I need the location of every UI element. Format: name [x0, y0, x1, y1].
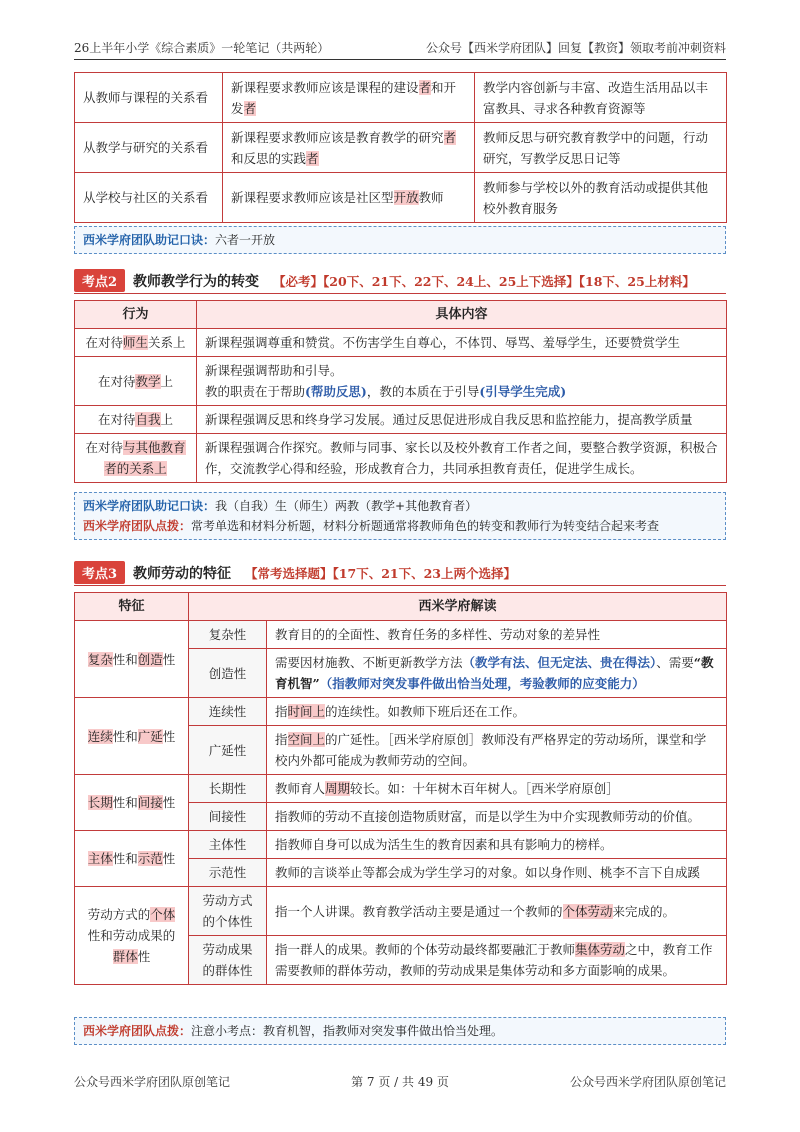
explain-cell: 指一个人讲课。教育教学活动主要是通过一个教师的个体劳动来完成的。 — [267, 887, 727, 936]
table-header-row — [75, 593, 727, 621]
column-header: 西米学府解读 — [189, 593, 727, 621]
mnemonic-note-1: 西米学府团队助记口诀：六者一开放 — [74, 226, 726, 254]
header-right: 公众号【西米学府团队】回复【教资】领取考前冲刺资料 — [425, 41, 726, 55]
footer-right: 公众号西米学府团队原创笔记 — [569, 1075, 726, 1089]
footer-left: 公众号西米学府团队原创笔记 — [74, 1075, 231, 1089]
section-2-heading — [74, 268, 726, 294]
feature-cell: 主体性和示范性 — [75, 831, 189, 887]
subfeature-cell: 主体性 — [189, 831, 267, 859]
table-header-row — [75, 301, 727, 329]
teacher-role-table — [74, 72, 727, 223]
section-badge: 考点3 — [74, 561, 125, 584]
feature-cell: 复杂性和创造性 — [75, 621, 189, 698]
requirement-cell: 新课程要求教师应该是课程的建设者和开发者 — [223, 73, 475, 123]
subfeature-cell: 劳动方式的个体性 — [189, 887, 267, 936]
section-tags: 【必考】【20下、21下、22下、24上、25上下选择】【18下、25上材料】 — [273, 273, 695, 289]
detail-cell: 教师反思与研究教育教学中的问题，行动研究，写教学反思日记等 — [475, 123, 727, 173]
column-header: 具体内容 — [197, 301, 727, 329]
subfeature-cell: 劳动成果的群体性 — [189, 936, 267, 985]
table-row — [75, 329, 727, 357]
content-cell: 新课程强调尊重和赞赏。不伤害学生自尊心，不体罚、辱骂、羞辱学生，还要赞赏学生 — [197, 329, 727, 357]
subfeature-cell: 创造性 — [189, 649, 267, 698]
subfeature-cell: 长期性 — [189, 775, 267, 803]
section-3-heading — [74, 560, 726, 586]
column-header: 行为 — [75, 301, 197, 329]
page-header — [74, 38, 726, 60]
explain-cell: 指空间上的广延性。［西米学府原创］教师没有严格界定的劳动场所，课堂和学校内外都可能成为教师劳动的空间。 — [267, 726, 727, 775]
column-header: 特征 — [75, 593, 189, 621]
feature-cell: 长期性和间接性 — [75, 775, 189, 831]
section-tags: 【常考选择题】【17下、21下、23上两个选择】 — [245, 565, 516, 581]
behavior-cell: 在对待自我上 — [75, 406, 197, 434]
explain-cell: 指一群人的成果。教师的个体劳动最终都要融汇于教师集体劳动之中，教育工作需要教师的群体劳动，教师的劳动成果是集体劳动和多方面影响的成果。 — [267, 936, 727, 985]
behavior-cell: 在对待与其他教育者的关系上 — [75, 434, 197, 483]
tip-note-3: 西米学府团队点拨：注意小考点：教育机智，指教师对突发事件做出恰当处理。 — [74, 1017, 726, 1045]
requirement-cell: 新课程要求教师应该是教育教学的研究者和反思的实践者 — [223, 123, 475, 173]
table-row — [75, 73, 727, 123]
behavior-cell: 在对待师生关系上 — [75, 329, 197, 357]
section-title: 教师劳动的特征 — [133, 565, 232, 582]
section-badge: 考点2 — [74, 269, 125, 292]
table-row — [75, 698, 727, 726]
content-cell: 新课程强调帮助和引导。 教的职责在于帮助(帮助反思)，教的本质在于引导(引导学生完成) — [197, 357, 727, 406]
table-row — [75, 173, 727, 223]
page-number: 第 7 页 / 共 49 页 — [351, 1075, 449, 1089]
teaching-behavior-table — [74, 300, 727, 483]
teacher-labor-table — [74, 592, 727, 985]
behavior-cell: 在对待教学上 — [75, 357, 197, 406]
explain-cell: 教师育人周期较长。如：十年树木百年树人。［西米学府原创］ — [267, 775, 727, 803]
aspect-cell: 从教学与研究的关系看 — [75, 123, 223, 173]
feature-cell: 连续性和广延性 — [75, 698, 189, 775]
subfeature-cell: 复杂性 — [189, 621, 267, 649]
table-row — [75, 434, 727, 483]
explain-cell: 需要因材施教、不断更新教学方法（教学有法、但无定法、贵在得法）、需要“教育机智”（指教师对突发事件做出恰当处理，考验教师的应变能力） — [267, 649, 727, 698]
table-row — [75, 887, 727, 936]
requirement-cell: 新课程要求教师应该是社区型开放教师 — [223, 173, 475, 223]
explain-cell: 指教师自身可以成为活生生的教育因素和具有影响力的榜样。 — [267, 831, 727, 859]
table-row — [75, 406, 727, 434]
section-title: 教师教学行为的转变 — [133, 273, 260, 290]
header-left: 26上半年小学《综合素质》一轮笔记（共两轮） — [74, 41, 330, 55]
explain-cell: 教师的言谈举止等都会成为学生学习的对象。如以身作则、桃李不言下自成蹊 — [267, 859, 727, 887]
detail-cell: 教学内容创新与丰富、改造生活用品以丰富教具、寻求各种教育资源等 — [475, 73, 727, 123]
table-row — [75, 357, 727, 406]
subfeature-cell: 间接性 — [189, 803, 267, 831]
content-cell: 新课程强调反思和终身学习发展。通过反思促进形成自我反思和监控能力，提高教学质量 — [197, 406, 727, 434]
mnemonic-note-2: 西米学府团队助记口诀：我（自我）生（师生）两教（教学+其他教育者） 西米学府团队点拨：常考单选和材料分析题，材料分析题通常将教师角色的转变和教师行为转变结合起来考查 — [74, 492, 726, 540]
explain-cell: 指时间上的连续性。如教师下班后还在工作。 — [267, 698, 727, 726]
explain-cell: 教育目的的全面性、教育任务的多样性、劳动对象的差异性 — [267, 621, 727, 649]
subfeature-cell: 示范性 — [189, 859, 267, 887]
content-cell: 新课程强调合作探究。教师与同事、家长以及校外教育工作者之间，要整合教学资源，积极合作，交流教学心得和经验，形成教育合力，共同承担教育责任，促进学生成长。 — [197, 434, 727, 483]
feature-cell: 劳动方式的个体性和劳动成果的群体性 — [75, 887, 189, 985]
explain-cell: 指教师的劳动不直接创造物质财富，而是以学生为中介实现教师劳动的价值。 — [267, 803, 727, 831]
table-row — [75, 123, 727, 173]
table-row — [75, 831, 727, 859]
subfeature-cell: 连续性 — [189, 698, 267, 726]
table-row — [75, 775, 727, 803]
page-footer — [74, 1073, 726, 1090]
table-row — [75, 621, 727, 649]
detail-cell: 教师参与学校以外的教育活动或提供其他校外教育服务 — [475, 173, 727, 223]
aspect-cell: 从教师与课程的关系看 — [75, 73, 223, 123]
subfeature-cell: 广延性 — [189, 726, 267, 775]
aspect-cell: 从学校与社区的关系看 — [75, 173, 223, 223]
